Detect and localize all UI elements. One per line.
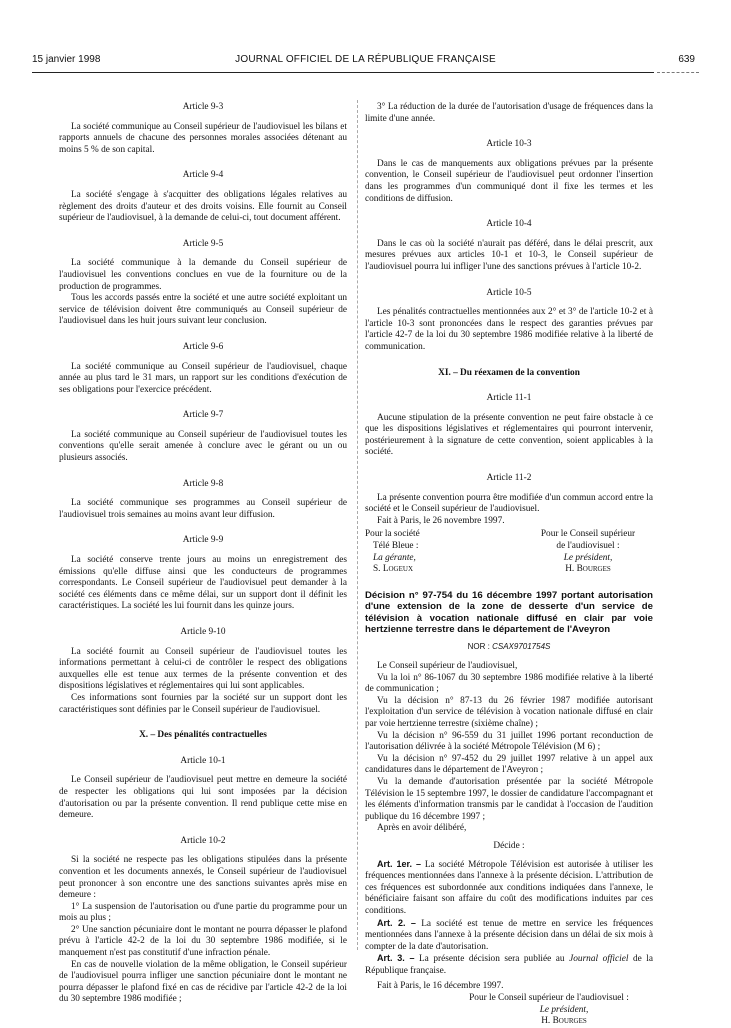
closing-signature [365, 993, 653, 1028]
paragraph: La société communique au Conseil supérieur de l'audiovisuel les bilans et rapports annuels de chacune des personnes morales associées détenant au moins 5 % de son capital. [59, 121, 347, 155]
paragraph: Aucune stipulation de la présente convention ne peut faire obstacle à ce que les dispositions législatives et réglementaires qui pourront intervenir, postérieurement à la signature de cette convention, soient applicables à la société. [365, 412, 653, 458]
header-page-number: 639 [678, 54, 695, 65]
article-title: Article 9-5 [182, 238, 224, 249]
journal-reference: Journal officiel [569, 954, 629, 965]
paragraph: La société communique au Conseil supérieur de l'audiovisuel toutes les conventions qu'elle serait amenée à conclure avec le gérant ou un ou plusieurs associés. [59, 429, 347, 464]
article-title: Article 11-2 [486, 473, 532, 484]
article-paragraph [365, 953, 653, 977]
article-title: Article 10-2 [180, 835, 226, 846]
paragraph: Vu la décision n° 97-452 du 29 juillet 1997 relative à un appel aux candidatures dans le département de l'Aveyron ; [365, 753, 653, 776]
signature-right [523, 529, 653, 575]
right-column [365, 98, 653, 1028]
article-title: Article 9-9 [182, 535, 224, 546]
signature-role: La gérante, [373, 552, 416, 563]
paragraph: La société fournit au Conseil supérieur de l'audiovisuel toutes les informations permettant à celui-ci de contrôler le respect des obligations auxquelles elle est tenue aux termes de la présente convention et des dispositions législatives et réglementaires qui lui sont applicables. [59, 646, 347, 692]
nor-label: NOR : [467, 642, 490, 652]
article-title: Article 9-4 [182, 170, 224, 181]
paragraph: Vu la demande d'autorisation présentée par la société Métropole Télévision le 15 septembre 1997, le dossier de candidature l'accompagnant et les éléments d'information transmis par le candidat à l'occasion de l'audition publique du 16 décembre 1997 ; [365, 776, 653, 822]
signature-left [365, 529, 495, 575]
article-title: Article 9-10 [180, 627, 226, 637]
signature-line: Pour la société [365, 529, 420, 540]
article-title: Article 11-1 [486, 393, 532, 404]
nor-reference [365, 641, 653, 653]
signature-role: Le président, [563, 552, 613, 563]
article-paragraph [365, 859, 653, 918]
paragraph: Vu la loi n° 86-1067 du 30 septembre 1986 modifiée relative à la liberté de communication ; [365, 672, 653, 695]
paragraph: Vu la décision n° 87-13 du 26 février 1987 modifiée autorisant l'exploitation d'un service de télévision à vocation nationale diffusé en clair par voie hertzienne terrestre (sixième chaîne) ; [365, 695, 653, 729]
article-title: Article 10-4 [486, 219, 532, 230]
article-title: Article 9-8 [182, 478, 224, 489]
paragraph: La société conserve trente jours au moins un enregistrement des émissions qu'elle diffuse ainsi que les conducteurs de programmes correspondants. Le Conseil supérieur de l'audiovisuel peut demander à la société ces éléments dans ce même délai, sur un support dont il définit les caractéristiques. La société les lui fournit dans les quinze jours. [59, 555, 347, 612]
paragraph: Les pénalités contractuelles mentionnées aux 2° et 3° de l'article 10-2 et à l'article 10-3 sont prononcées dans le respect des garanties prévues par l'article 42-7 de la loi du 30 septembre 1986 modifiée relative à la liberté de communication. [365, 307, 653, 352]
section-heading: X. – Des pénalités contractuelles [139, 730, 267, 741]
column-separator [357, 100, 358, 950]
place-date-line: Fait à Paris, le 26 novembre 1997. [377, 515, 505, 526]
article-title: Article 10-5 [486, 287, 532, 298]
decision-title: Décision n° 97-754 du 16 décembre 1997 portant autorisation d'une extension de la zone de desserte d'un service de télévision à vocation nationale diffusé en clair par voie hertzienne terrestre dans le département de l'Aveyron [365, 589, 653, 636]
paragraph: Tous les accords passés entre la société et une autre société exploitant un service de télévision doivent être communiqués au Conseil supérieur de l'audiovisuel dans les huit jours suivant leur conclusion. [59, 293, 347, 327]
signature-block [365, 529, 653, 575]
article-title: Article 10-1 [180, 755, 226, 766]
paragraph: Si la société ne respecte pas les obligations stipulées dans la présente convention et les documents annexés, le Conseil supérieur de l'audiovisuel peut prononcer à son encontre une des sanctions suivantes après mise en demeure : [59, 855, 347, 901]
header-rule [32, 72, 654, 73]
article-title: Article 9-3 [182, 102, 224, 112]
header-date: 15 janvier 1998 [32, 54, 101, 65]
paragraph: La présente convention pourra être modifiée d'un commun accord entre la société et le Conseil supérieur de l'audiovisuel. [365, 492, 653, 515]
paragraph: Dans le cas où la société n'aurait pas déféré, dans le délai prescrit, aux mesures prévues aux articles 10-1 et 10-3, le Conseil supérieur de l'audiovisuel pourra lui infliger l'une des sanctions prévues à l'article 10-2. [365, 238, 653, 272]
signature-line: Pour le Conseil supérieur [540, 529, 636, 540]
section-heading: XI. – Du réexamen de la convention [438, 367, 580, 378]
decide-heading: Décide : [493, 840, 525, 851]
paragraph: La société s'engage à s'acquitter des obligations légales relatives au règlement des droits d'auteur et des droits voisins. Elle fournit au Conseil supérieur de l'audiovisuel, à la demande de celui-ci, tout document afférent. [59, 189, 347, 224]
signature-name: S. Logeux [373, 564, 413, 575]
nor-value: CSAX9701754S [492, 642, 551, 652]
article-text: La société est tenue de mettre en service les fréquences mentionnées dans l'annexe à la présente décision dans un délai de six mois à compter de la date d'autorisation. [365, 918, 653, 952]
left-column [59, 98, 347, 1006]
place-date-line: Fait à Paris, le 16 décembre 1997. [377, 981, 504, 992]
article-paragraph [365, 918, 653, 954]
paragraph: Vu la décision n° 96-559 du 31 juillet 1996 portant reconduction de l'autorisation délivrée à la société Métropole Télévision (M 6) ; [365, 730, 653, 753]
page-header [32, 54, 699, 68]
article-title: Article 10-3 [486, 139, 532, 150]
article-label: Art. 2. – [377, 917, 416, 928]
article-title: Article 9-6 [182, 341, 224, 352]
paragraph: La société communique au Conseil supérieur de l'audiovisuel, chaque année au plus tard le 31 mars, un rapport sur les conditions d'exécution de ses obligations pour l'exercice précédent. [59, 361, 347, 395]
paragraph: 1° La suspension de l'autorisation ou d'une partie du programme pour un mois au plus ; [59, 901, 347, 924]
paragraph: 2° Une sanction pécuniaire dont le montant ne pourra dépasser le plafond prévu à l'article 42-2 de la loi du 30 septembre 1986 modifiée, si le manquement n'est pas constitutif d'une infraction pénale. [59, 924, 347, 959]
paragraph: Après en avoir délibéré, [377, 823, 467, 834]
signature-line: Télé Bleue : [373, 541, 419, 552]
paragraph: Ces informations sont fournies par la société sur un support dont les caractéristiques sont définies par le Conseil supérieur de l'audiovisuel. [59, 692, 347, 715]
header-journal-title: JOURNAL OFFICIEL DE LA RÉPUBLIQUE FRANÇAISE [235, 54, 496, 65]
article-label: Art. 3. – [377, 953, 415, 964]
paragraph: Dans le cas de manquements aux obligations prévues par la présente convention, le Conseil supérieur de l'audiovisuel peut ordonner l'insertion dans les programmes d'un communiqué dont il fixe les termes et les conditions de diffusion. [365, 158, 653, 204]
paragraph: En cas de nouvelle violation de la même obligation, le Conseil supérieur de l'audiovisuel pourra infliger une sanction pécuniaire dont le montant ne pourra dépasser le plafond fixé en cas de récidive par l'article 42-2 de la loi du 30 septembre 1986 modifiée ; [59, 959, 347, 1005]
paragraph: Le Conseil supérieur de l'audiovisuel, [377, 661, 518, 672]
signature-line: de l'audiovisuel : [556, 541, 620, 552]
article-label: Art. 1er. – [377, 858, 422, 869]
article-text: La présente décision sera publiée au [419, 954, 565, 965]
signature-line: Pour le Conseil supérieur de l'audiovisuel : [469, 993, 629, 1004]
signature-role: Le président, [539, 1004, 589, 1015]
article-text: La société Métropole Télévision est autorisée à utiliser les fréquences mentionnées dans l'annexe à la présente décision. L'attribution de ces fréquences est subordonnée aux conditions indiquées dans l'annexe, le bénéficiaire faisant son affaire du coût des modifications induites par ces conditions. [365, 859, 654, 916]
paragraph: Le Conseil supérieur de l'audiovisuel peut mettre en demeure la société de respecter les obligations qui lui sont imposées par la décision d'autorisation ou par la présente convention. Il rend publique cette mise en demeure. [59, 775, 347, 821]
paragraph: 3° La réduction de la durée de l'autorisation d'usage de fréquences dans la limite d'une année. [365, 102, 653, 124]
article-text: de la République française. [365, 954, 653, 976]
paragraph: La société communique à la demande du Conseil supérieur de l'audiovisuel les conventions conclues en vue de la fourniture ou de la production de programmes. [59, 258, 347, 292]
signature-name: H. Bourges [541, 1016, 587, 1027]
signature-name: H. Bourges [565, 564, 611, 575]
header-rule-dashed [657, 72, 699, 73]
article-title: Article 9-7 [182, 410, 224, 421]
paragraph: La société communique ses programmes au Conseil supérieur de l'audiovisuel trois semaines au moins avant leur diffusion. [59, 498, 347, 520]
